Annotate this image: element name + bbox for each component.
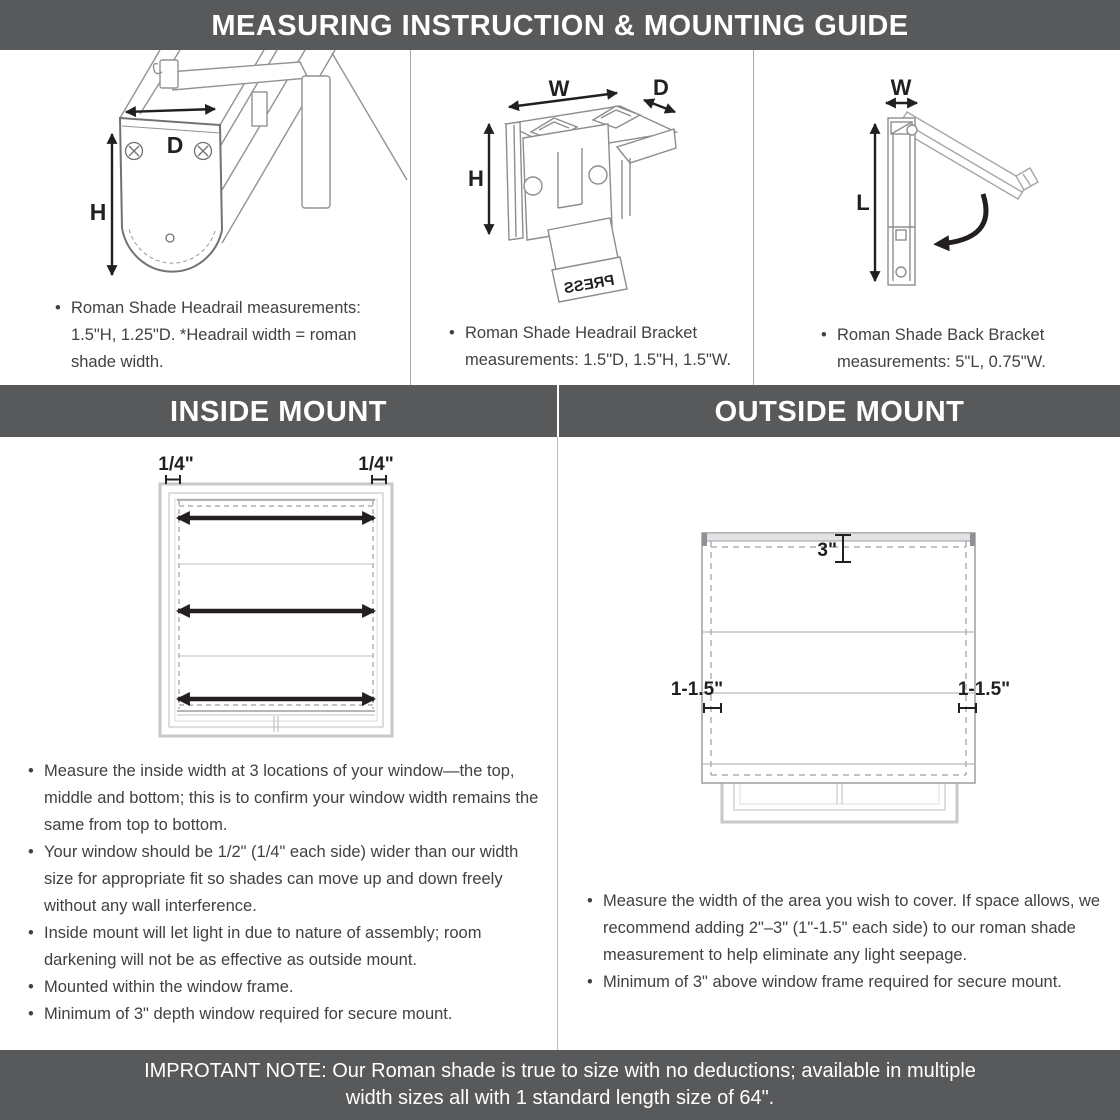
important-note-bar xyxy=(0,1050,1120,1120)
back-bracket-caption xyxy=(820,322,1112,376)
headrail-bracket-caption xyxy=(448,320,748,374)
back-bracket-caption-text: • Roman Shade Back Bracket measurements: 5"L, 0.75"W. xyxy=(820,322,1112,376)
gap-label-left: 1-1.5" xyxy=(670,679,724,700)
back-bracket-body xyxy=(888,118,917,285)
bracket-body xyxy=(506,106,676,302)
column-divider xyxy=(557,437,558,1050)
list-item: • Minimum of 3" above window frame required for secure mount. xyxy=(586,969,1102,996)
inside-mount-title: INSIDE MOUNT xyxy=(169,396,388,428)
dimension-label-h: H xyxy=(89,199,107,225)
inside-mount-title-bar xyxy=(0,385,557,437)
headrail-caption xyxy=(54,295,384,376)
dimension-label-h: H xyxy=(468,166,484,191)
dimension-label-l: L xyxy=(856,190,870,215)
outside-mount-title-bar xyxy=(559,385,1120,437)
headrail-caption-text: • Roman Shade Headrail measurements: 1.5"H, 1.25"D. *Headrail width = roman shade width. xyxy=(54,295,384,376)
list-item: • Measure the width of the area you wish to cover. If space allows, we recommend adding 2"–3" (1"-1.5" each side) to our roman shade measurement to help eliminate any light seepage. xyxy=(586,888,1102,969)
list-item: • Measure the inside width at 3 locations of your window—the top, middle and bottom; this is to confirm your window width remains the same from top to bottom. xyxy=(27,758,543,839)
outside-mount-bullets xyxy=(586,888,1102,996)
outside-mount-title: OUTSIDE MOUNT xyxy=(714,396,965,428)
list-item: • Inside mount will let light in due to nature of assembly; room darkening will not be as effective as outside mount. xyxy=(27,920,543,974)
list-item: • Your window should be 1/2" (1/4" each side) wider than our width size for appropriate fit so shades can move up and down freely without any wall interference. xyxy=(27,839,543,920)
gap-label-top: 3" xyxy=(817,540,837,561)
list-item: • Minimum of 3" depth window required for secure mount. xyxy=(27,1001,543,1028)
headrail-bracket-diagram xyxy=(430,58,760,333)
panel-divider-1 xyxy=(410,50,411,385)
dimension-label-w: W xyxy=(548,76,570,101)
inside-mount-diagram xyxy=(130,443,460,750)
inside-mount-bullets xyxy=(27,758,543,1028)
important-note-text: IMPROTANT NOTE: Our Roman shade is true to size with no deductions; available in multiple width sizes all with 1 standard length size of 64". xyxy=(144,1060,976,1109)
outside-mount-diagram xyxy=(650,525,1070,875)
headrail-bracket-caption-text: • Roman Shade Headrail Bracket measurements: 1.5"D, 1.5"H, 1.5"W. xyxy=(448,320,748,374)
shade-outline xyxy=(702,533,975,783)
depth-arrow xyxy=(126,109,215,112)
depth-arrow xyxy=(644,100,675,112)
rotation-arrow xyxy=(938,194,986,244)
back-bracket-diagram xyxy=(820,58,1110,338)
press-label-mirrored: PRESS xyxy=(562,271,616,298)
dimension-label-w: W xyxy=(890,75,912,100)
dimension-label-d: D xyxy=(653,75,669,100)
dimension-label-d: D xyxy=(166,132,184,158)
gap-label-right: 1/4" xyxy=(358,454,394,475)
page-title: MEASURING INSTRUCTION & MOUNTING GUIDE xyxy=(211,10,909,42)
list-item: • Mounted within the window frame. xyxy=(27,974,543,1001)
gap-label-right: 1-1.5" xyxy=(957,679,1011,700)
gap-label-left: 1/4" xyxy=(158,454,194,475)
back-bracket-rotated-arm xyxy=(897,112,1038,199)
page-title-bar xyxy=(0,0,1120,50)
headrail-diagram xyxy=(60,50,408,300)
